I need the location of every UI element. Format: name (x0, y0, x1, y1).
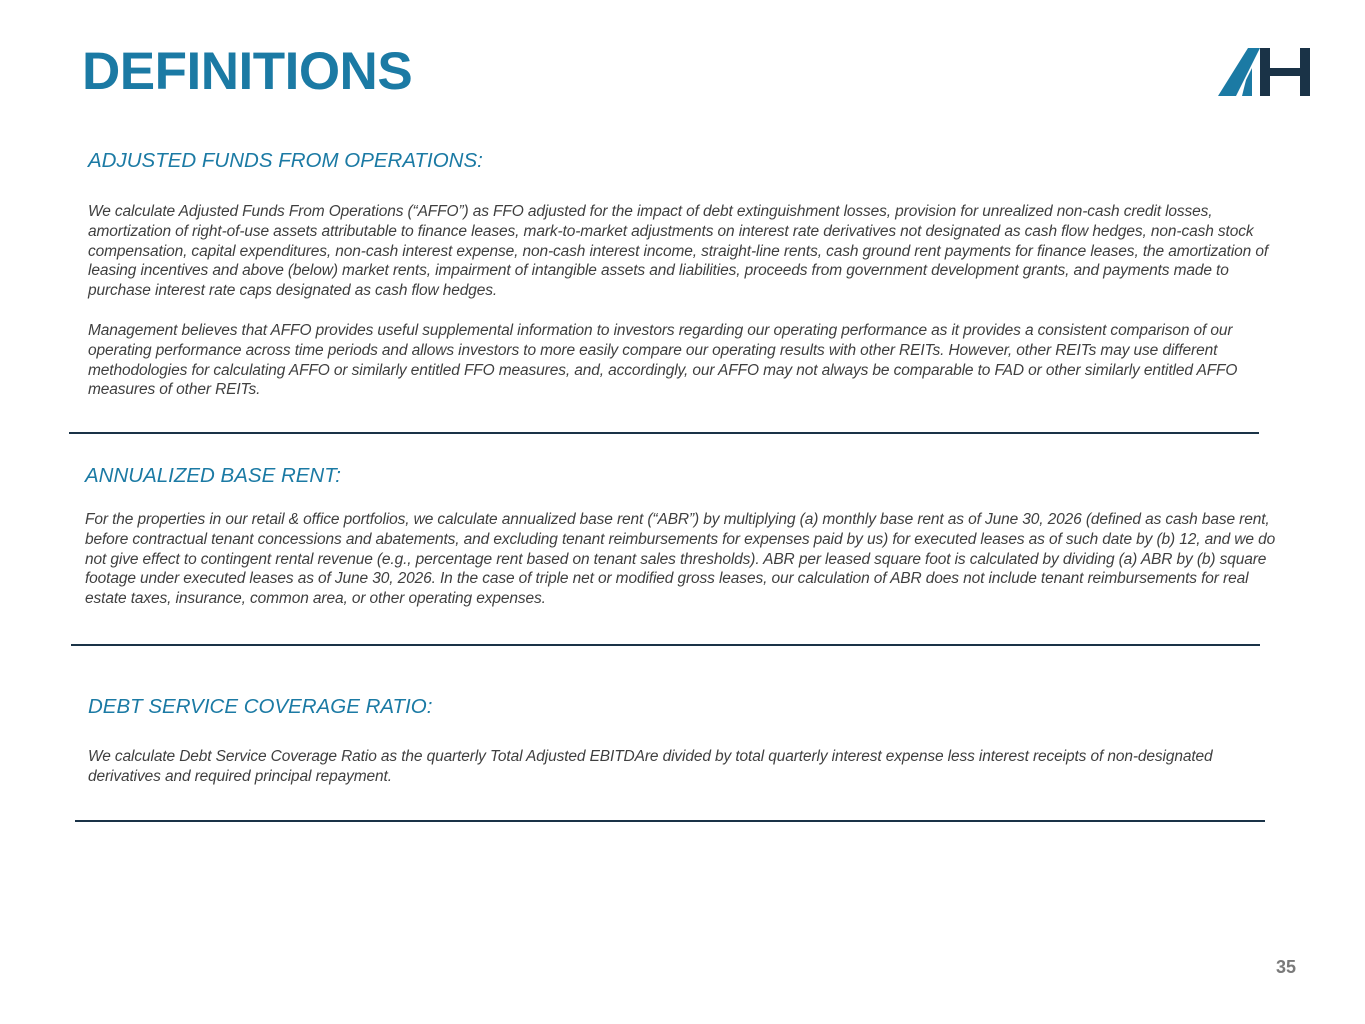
company-logo (1216, 46, 1312, 98)
dscr-definition-paragraph: We calculate Debt Service Coverage Ratio as the quarterly Total Adjusted EBITDAre divided by total quarterly interest expense less interest receipts of non-designated derivatives and required principal repayment. (88, 748, 1213, 785)
section-heading-dscr: DEBT SERVICE COVERAGE RATIO: (88, 695, 433, 718)
divider-line (75, 820, 1265, 822)
logo-h-right (1300, 48, 1310, 96)
abr-definition-paragraph: For the properties in our retail & office portfolios, we calculate annualized base rent (“ABR”) by multiplying (a) monthly base rent as of June 30, 2026 (defined as cash base rent, before contractual tenant concessions and abatements, and excluding tenant reimbursements for expenses paid by us) for executed leases as of such date by (b) 12, and we do not give effect to contingent rental revenue (e.g., percentage rent based on tenant sales thresholds). ABR per leased square foot is calculated by dividing (a) ABR by (b) square footage under executed leases as of June 30, 2026. In the case of triple net or modified gross leases, our calculation of ABR does not include tenant reimbursements for real estate taxes, insurance, common area, or other operating expenses. (85, 511, 1276, 608)
affo-management-paragraph: Management believes that AFFO provides useful supplemental information to investors regarding our operating performance as it provides a consistent comparison of our operating performance across time periods and allows investors to more easily compare our operating results with other REITs. However, other REITs may use different methodologies for calculating AFFO or similarly entitled FFO measures, and, accordingly, our AFFO may not always be comparable to FAD or other similarly entitled AFFO measures of other REITs. (88, 322, 1238, 399)
divider-line (71, 644, 1260, 646)
divider-line (69, 432, 1259, 434)
page-title: DEFINITIONS (82, 42, 413, 101)
section-heading-affo: ADJUSTED FUNDS FROM OPERATIONS: (88, 149, 483, 172)
logo-h-bar (1260, 68, 1306, 76)
section-heading-abr: ANNUALIZED BASE RENT: (85, 464, 341, 487)
logo-a-stroke (1218, 48, 1260, 96)
affo-definition-paragraph: We calculate Adjusted Funds From Operations (“AFFO”) as FFO adjusted for the impact of debt extinguishment losses, provision for unrealized non-cash credit losses, amortization of right-of-use assets attributable to finance leases, mark-to-market adjustments on interest rate derivatives not designated as cash flow hedges, non-cash stock compensation, capital expenditures, non-cash interest expense, non-cash interest income, straight-line rents, cash ground rent payments for finance leases, the amortization of leasing incentives and above (below) market rents, impairment of intangible assets and liabilities, proceeds from government development grants, and payments made to purchase interest rate caps designated as cash flow hedges. (88, 203, 1269, 300)
page-number: 35 (1275, 957, 1296, 977)
